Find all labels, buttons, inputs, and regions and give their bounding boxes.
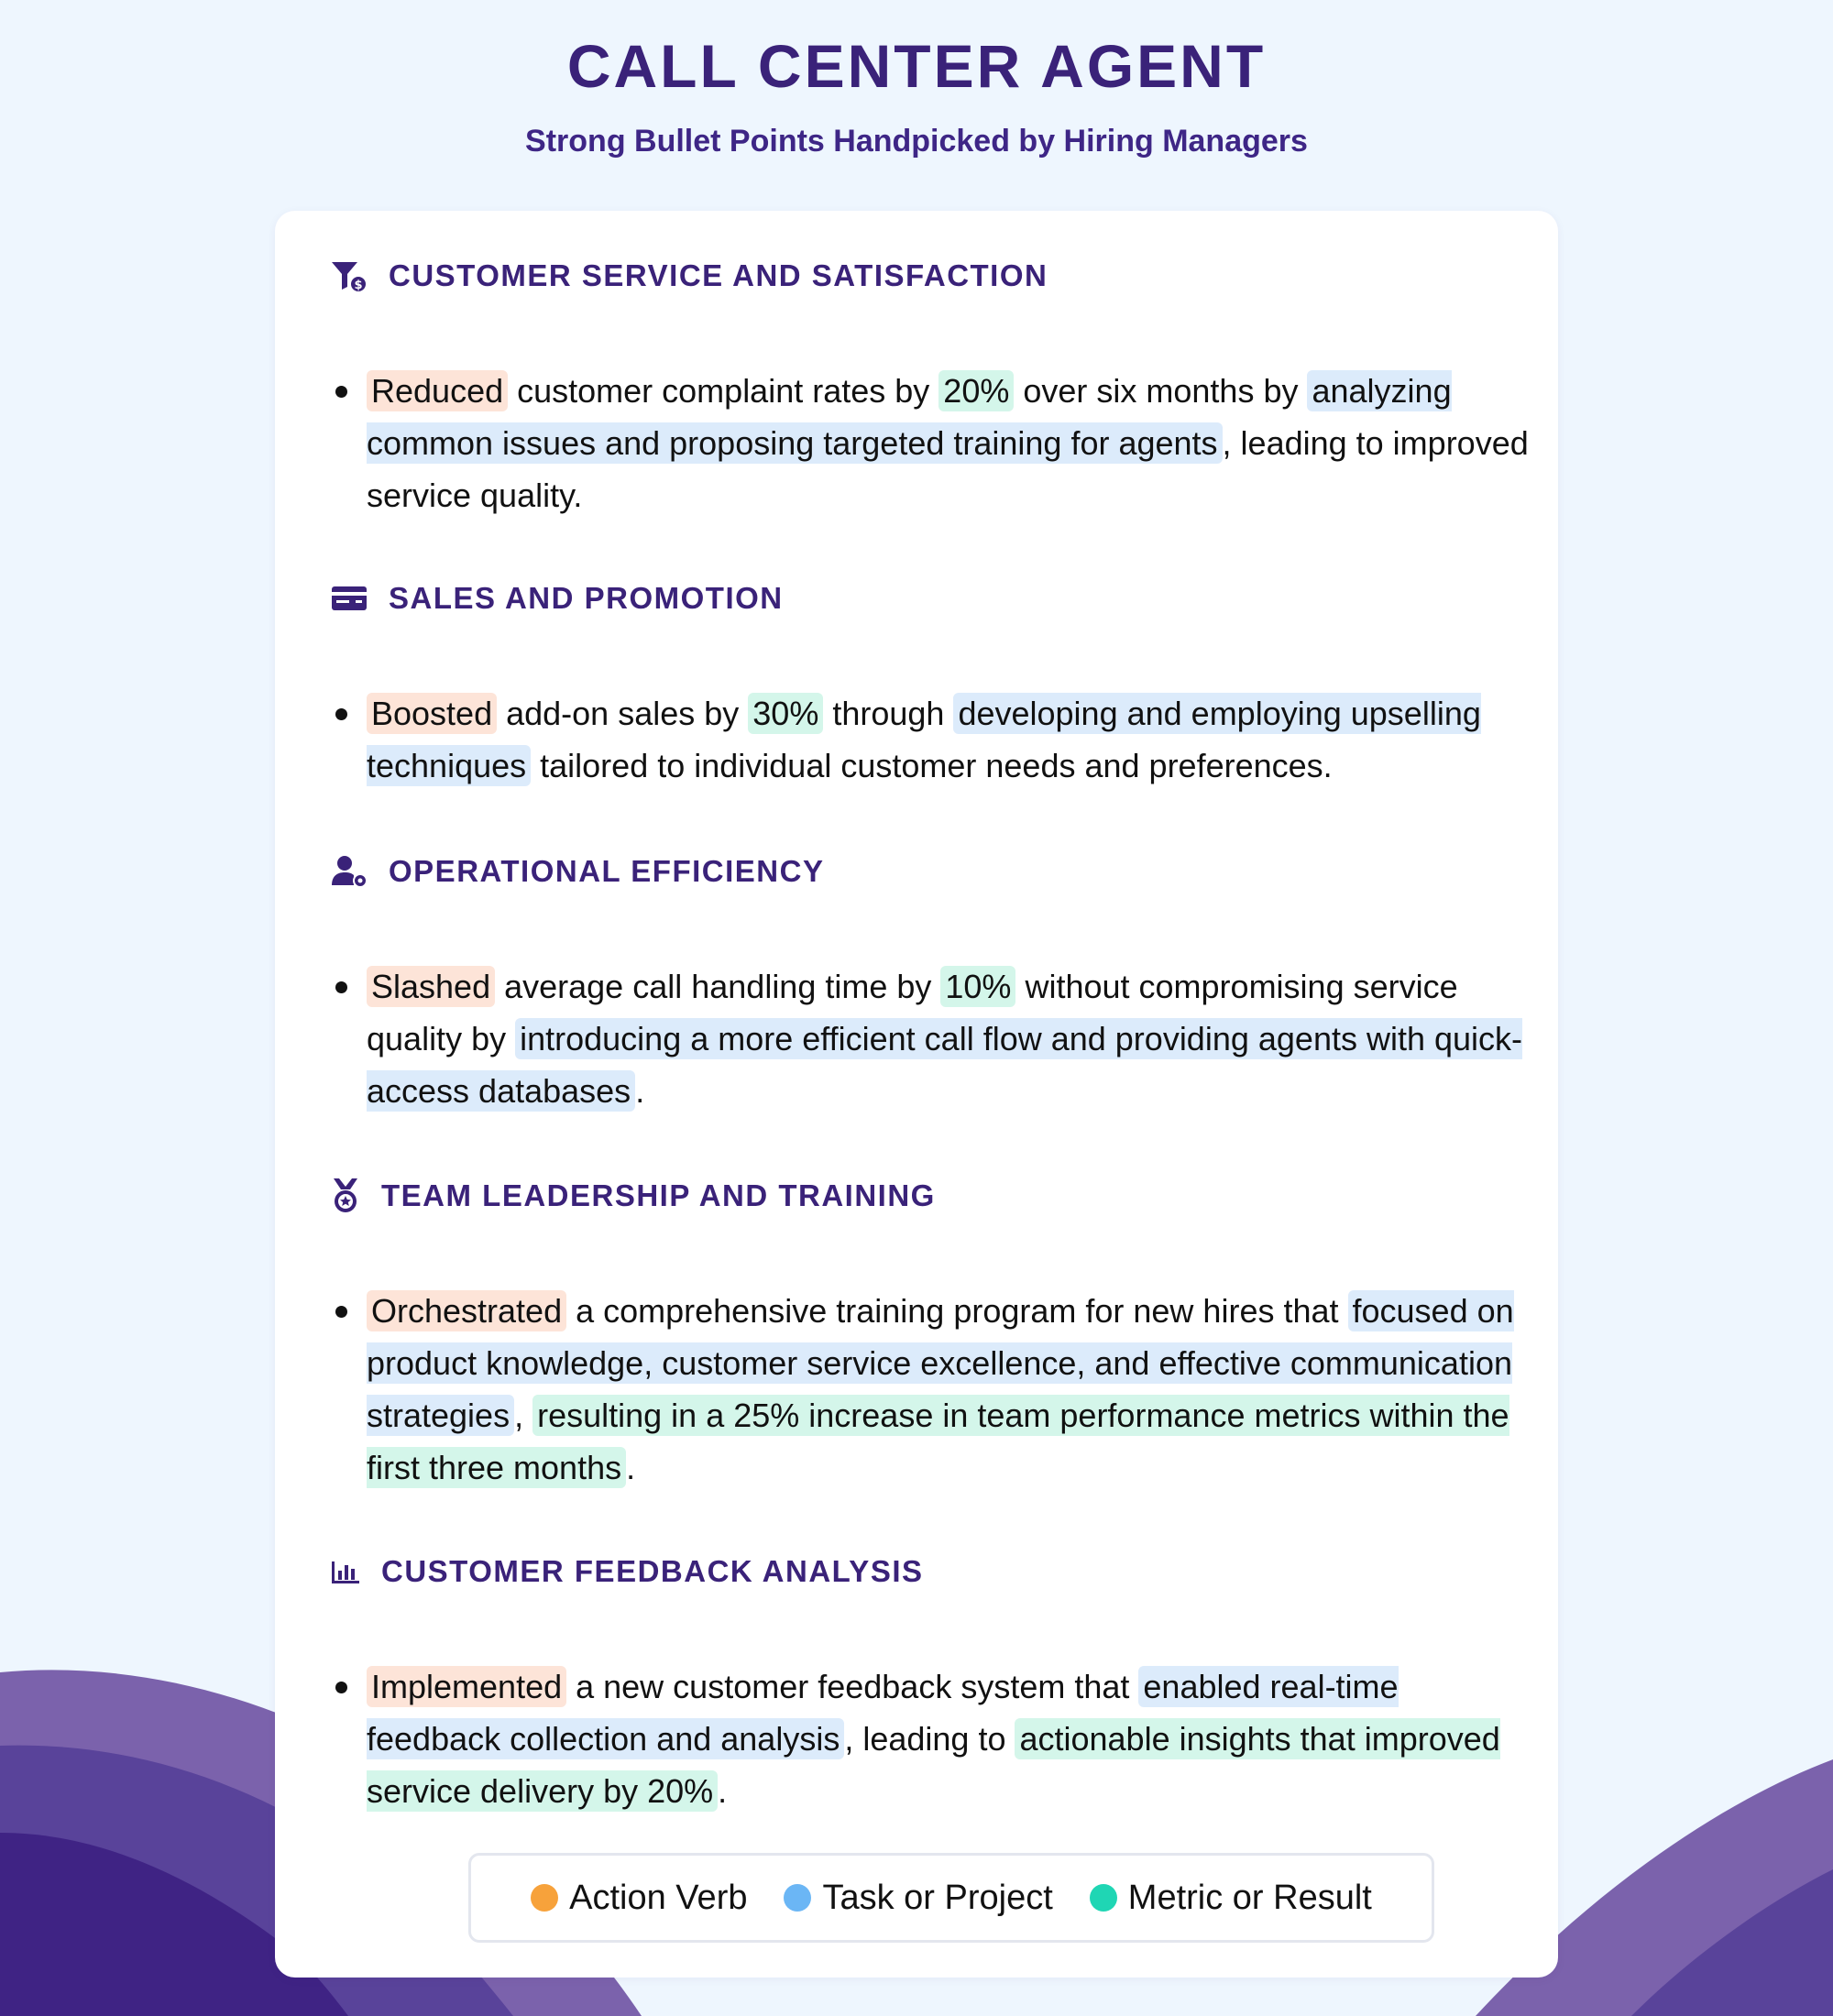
bullet-plain-text: over six months by (1014, 372, 1308, 410)
bullet-plain-text: tailored to individual customer needs and preferences. (531, 747, 1333, 784)
section-header (330, 1173, 936, 1219)
bullet-plain-text: , (514, 1397, 533, 1434)
bullet-points-card (275, 211, 1558, 1978)
bullet-dot (335, 708, 347, 720)
bullet-plain-text: , leading to (844, 1720, 1015, 1758)
page-header (0, 29, 1833, 159)
action-verb-highlight: Reduced (367, 370, 508, 411)
task-highlight: developing and employing upselling techniques (367, 695, 1481, 784)
section-title: SALES AND PROMOTION (389, 581, 784, 615)
action-verb-highlight: Orchestrated (367, 1290, 566, 1331)
bullet-dot (335, 981, 347, 993)
bullet-text (367, 1660, 1540, 1817)
medal-icon (330, 1177, 361, 1215)
page-title: CALL CENTER AGENT (566, 32, 1267, 100)
bullet-plain-text: a new customer feedback system that (566, 1668, 1139, 1705)
action-verb-highlight: Boosted (367, 693, 497, 734)
task-dot-icon (784, 1884, 811, 1912)
action-verb-highlight: Slashed (367, 966, 495, 1007)
legend-label: Action Verb (569, 1878, 748, 1917)
metric-dot-icon (1090, 1884, 1117, 1912)
bullet-text (367, 687, 1540, 792)
metric-highlight: 20% (938, 370, 1014, 411)
bullet-dot (335, 1306, 347, 1318)
section-title: CUSTOMER FEEDBACK ANALYSIS (381, 1554, 924, 1588)
bullet-dot (335, 1682, 347, 1693)
task-highlight: analyzing common issues and proposing targeted training for agents (367, 372, 1452, 462)
bullet-plain-text: add-on sales by (497, 695, 749, 732)
legend-item-task-or-project (784, 1879, 1052, 1918)
bullet-text (367, 1285, 1540, 1494)
bullet-plain-text: . (635, 1072, 645, 1110)
bullet-text (367, 960, 1540, 1117)
legend-item-metric-or-result (1090, 1879, 1372, 1918)
bullet-plain-text: a comprehensive training program for new hires that (566, 1292, 1348, 1330)
page-subtitle: Strong Bullet Points Handpicked by Hiring Managers (525, 124, 1308, 159)
task-highlight: introducing a more efficient call flow and providing agents with quick-access databases (367, 1020, 1523, 1110)
action-verb-dot-icon (531, 1884, 558, 1912)
bullet-dot (335, 386, 347, 398)
funnel-dollar-icon (330, 257, 368, 295)
section-header (330, 253, 1048, 299)
metric-highlight: 10% (940, 966, 1015, 1007)
metric-highlight: 30% (748, 693, 823, 734)
user-gear-icon (330, 852, 368, 891)
bar-chart-icon (330, 1552, 361, 1591)
bullet-plain-text: without compromising service quality by (367, 968, 1458, 1057)
bullet-plain-text: , leading to improved service quality. (367, 424, 1529, 514)
task-highlight: focused on product knowledge, customer service excellence, and effective communication strategies (367, 1292, 1514, 1434)
result-highlight: resulting in a 25% increase in team performance metrics within the first three months (367, 1397, 1509, 1486)
bullet-plain-text: . (718, 1772, 728, 1810)
legend-label: Metric or Result (1127, 1878, 1372, 1917)
legend-item-action-verb (531, 1879, 747, 1918)
svg-text:$: $ (354, 279, 363, 292)
section-title: OPERATIONAL EFFICIENCY (389, 854, 825, 888)
task-highlight: enabled real-time feedback collection and analysis (367, 1668, 1399, 1758)
section-header (330, 1549, 924, 1594)
bullet-plain-text: average call handling time by (495, 968, 941, 1005)
bullet-text (367, 365, 1540, 521)
section-title: CUSTOMER SERVICE AND SATISFACTION (389, 258, 1048, 292)
action-verb-highlight: Implemented (367, 1666, 566, 1707)
legend (468, 1853, 1434, 1943)
result-highlight: actionable insights that improved service delivery by 20% (367, 1720, 1500, 1810)
bullet-plain-text: through (823, 695, 954, 732)
legend-label: Task or Project (822, 1878, 1053, 1917)
bullet-plain-text: . (626, 1449, 636, 1486)
section-header (330, 575, 784, 621)
section-header (330, 849, 824, 894)
bullet-plain-text: customer complaint rates by (508, 372, 939, 410)
section-title: TEAM LEADERSHIP AND TRAINING (381, 1178, 936, 1212)
money-card-icon (330, 579, 368, 618)
